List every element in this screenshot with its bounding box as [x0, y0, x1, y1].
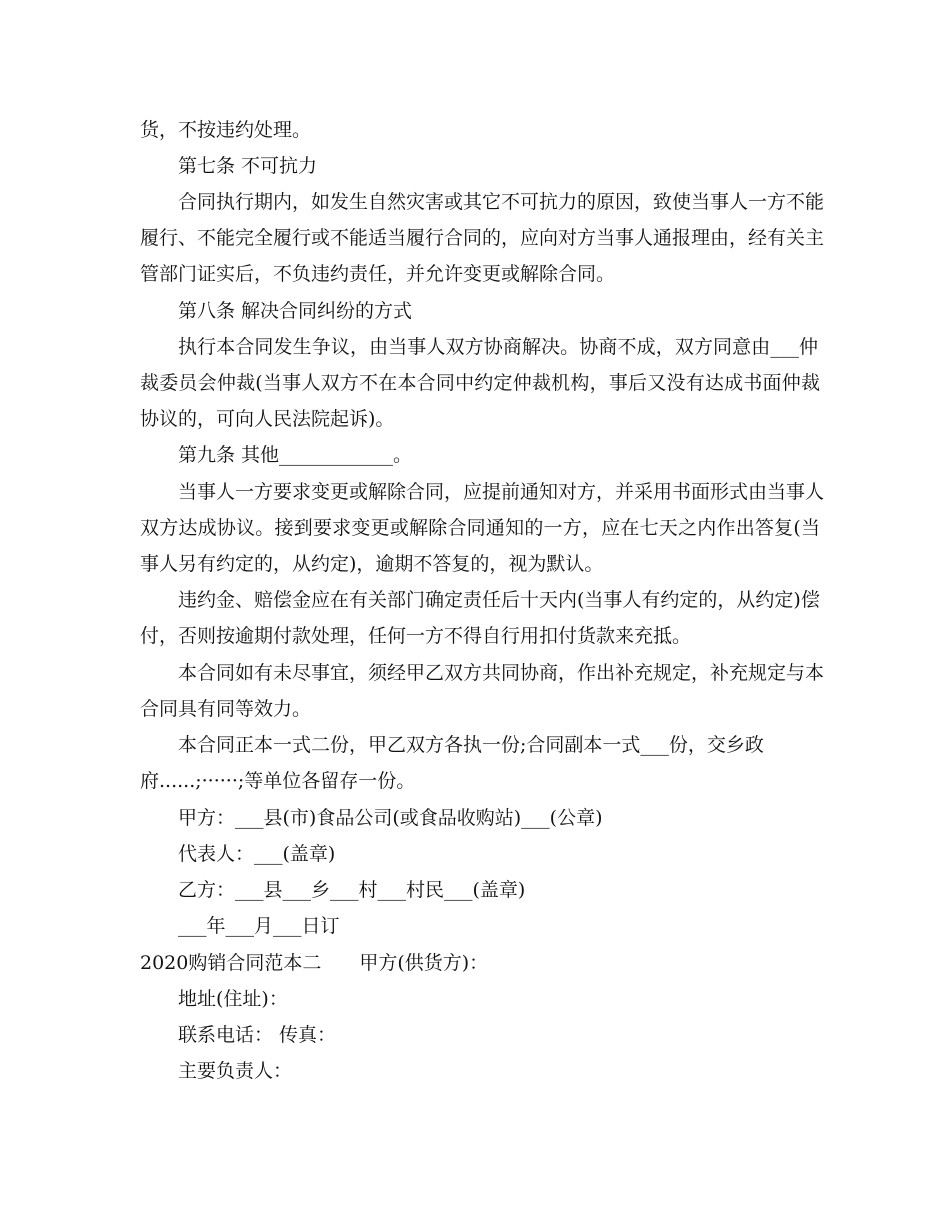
text-line: 本合同如有未尽事宜，须经甲乙双方共同协商，作出补充规定，补充规定与本 — [178, 662, 825, 684]
text-line: 裁委员会仲裁(当事人双方不在本合同中约定仲裁机构，事后又没有达成书面仲裁 — [140, 372, 820, 394]
text-line: 双方达成协议。接到要求变更或解除合同通知的一方，应在七天之内作出答复(当 — [140, 517, 820, 539]
text-line: 乙方：___县___乡___村___村民___(盖章) — [178, 879, 526, 901]
text-line: 甲方：___县(市)食品公司(或食品收购站)___(公章) — [178, 807, 603, 829]
text-line: 管部门证实后，不负违约责任，并允许变更或解除合同。 — [140, 263, 616, 285]
text-line: 代表人：___(盖章) — [178, 843, 336, 865]
text-line: ___年___月___日订 — [178, 915, 340, 937]
text-line: 主要负责人： — [178, 1060, 293, 1082]
text-line: 执行本合同发生争议，由当事人双方协商解决。协商不成，双方同意由___仲 — [178, 336, 818, 358]
text-line: 货，不按违约处理。 — [140, 119, 312, 141]
text-line: 第七条 不可抗力 — [178, 155, 318, 177]
text-line: 当事人一方要求变更或解除合同，应提前通知对方，并采用书面形式由当事人 — [178, 481, 825, 503]
text-line: 付，否则按逾期付款处理，任何一方不得自行用扣付货款来充抵。 — [140, 625, 692, 647]
text-line: 地址(住址)： — [178, 988, 288, 1010]
text-line: 协议的，可向人民法院起诉)。 — [140, 408, 395, 430]
text-line: 本合同正本一式二份，甲乙双方各执一份;合同副本一式___份，交乡政 — [178, 734, 764, 756]
text-line: 第八条 解决合同纠纷的方式 — [178, 300, 413, 322]
text-line: 合同执行期内，如发生自然灾害或其它不可抗力的原因，致使当事人一方不能 — [178, 191, 825, 213]
text-line: 合同具有同等效力。 — [140, 698, 312, 720]
text-line: 第九条 其他____________。 — [178, 444, 413, 466]
text-line: 事人另有约定的，从约定)，逾期不答复的，视为默认。 — [140, 553, 604, 575]
text-line: 联系电话： 传真： — [178, 1024, 337, 1046]
text-line: 府......;······;等单位各留存一份。 — [140, 770, 416, 792]
text-line: 违约金、赔偿金应在有关部门确定责任后十天内(当事人有约定的，从约定)偿 — [178, 589, 820, 611]
text-line: 2020购销合同范本二 甲方(供货方)： — [140, 952, 489, 974]
text-line: 履行、不能完全履行或不能适当履行合同的，应向对方当事人通报理由，经有关主 — [140, 227, 825, 249]
